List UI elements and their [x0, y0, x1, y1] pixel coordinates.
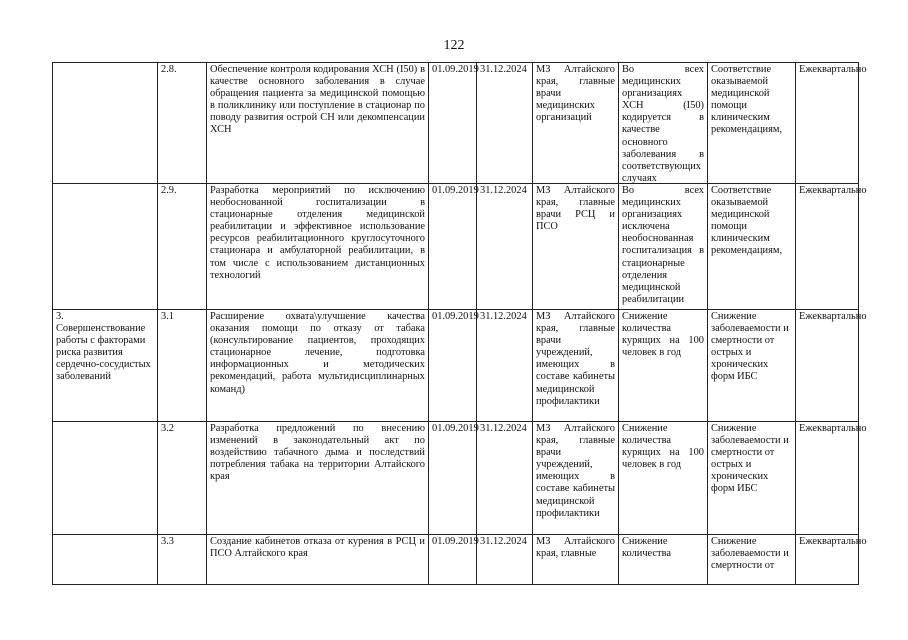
item-number-cell: 3.2: [158, 422, 207, 535]
measure-cell: Расширение охвата\улучшение качества оказания помощи по отказу от табака (консультирование пациентов, проходящих стационарное лечение, подготовка информационных и методических рекомендаций, работа мультидисциплинарных команд): [207, 310, 429, 422]
item-number-cell: 2.9.: [158, 184, 207, 310]
responsible-cell: МЗ Алтайского края, главные: [533, 535, 619, 585]
indicator-cell: Снижение заболеваемости и смертности от острых и хронических форм ИБС: [708, 310, 796, 422]
item-number-cell: 3.1: [158, 310, 207, 422]
end-date-cell: 31.12.2024: [477, 310, 533, 422]
responsible-cell: МЗ Алтайского края, главные врачи учреждений, имеющих в составе кабинеты медицинской профилактики: [533, 422, 619, 535]
start-date-cell: 01.09.2019: [429, 535, 477, 585]
table-row: [53, 310, 859, 422]
result-cell: Во всех медицинских организациях ХСН (I50) кодируется в качестве основного заболевания в соответствующих случаях: [619, 63, 708, 184]
result-cell: Снижение количества курящих на 100 человек в год: [619, 422, 708, 535]
indicator-cell: Соответствие оказываемой медицинской помощи клиническим рекомендациям,: [708, 184, 796, 310]
end-date-cell: 31.12.2024: [477, 63, 533, 184]
measure-cell: Создание кабинетов отказа от курения в РСЦ и ПСО Алтайского края: [207, 535, 429, 585]
measure-cell: Разработка мероприятий по исключению необоснованной госпитализации в стационарные отделения медицинской реабилитации и эффективное использование ресурсов реабилитационного круглосуточного стационара и амбулаторной реабилитации, в том числе с использованием дистанционных технологий: [207, 184, 429, 310]
table-row: [53, 184, 859, 310]
item-number-cell: 3.3: [158, 535, 207, 585]
table-row: [53, 63, 859, 184]
periodicity-cell: Ежеквартально: [796, 310, 859, 422]
measure-cell: Обеспечение контроля кодирования ХСН (I50) в качестве основного заболевания в случае обращения пациента за медицинской помощью в поликлинику или поступление в стационар по поводу развития острой СН или декомпенсации ХСН: [207, 63, 429, 184]
indicator-cell: Соответствие оказываемой медицинской помощи клиническим рекомендациям,: [708, 63, 796, 184]
start-date-cell: 01.09.2019: [429, 422, 477, 535]
table-row: [53, 422, 859, 535]
result-cell: Снижение количества: [619, 535, 708, 585]
end-date-cell: 31.12.2024: [477, 422, 533, 535]
result-cell: Снижение количества курящих на 100 человек в год: [619, 310, 708, 422]
table-row: [53, 535, 859, 585]
responsible-cell: МЗ Алтайского края, главные врачи РСЦ и ПСО: [533, 184, 619, 310]
start-date-cell: 01.09.2019: [429, 310, 477, 422]
section-cell: 3. Совершенствование работы с факторами риска развития сердечно-сосудистых заболеваний: [53, 310, 158, 422]
indicator-cell: Снижение заболеваемости и смертности от острых и хронических форм ИБС: [708, 422, 796, 535]
periodicity-cell: Ежеквартально: [796, 535, 859, 585]
measures-table: [52, 62, 867, 585]
result-cell: Во всех медицинских организациях исключена необоснованная госпитализация в стационарные отделения медицинской реабилитации: [619, 184, 708, 310]
measure-cell: Разработка предложений по внесению изменений в законодательный акт по воздействию табачного дыма и последствий потребления табака на территории Алтайского края: [207, 422, 429, 535]
section-cell: [53, 63, 158, 184]
periodicity-cell: Ежеквартально: [796, 184, 859, 310]
end-date-cell: 31.12.2024: [477, 535, 533, 585]
section-cell: [53, 422, 158, 535]
section-cell: [53, 184, 158, 310]
periodicity-cell: Ежеквартально: [796, 63, 859, 184]
responsible-cell: МЗ Алтайского края, главные врачи медицинских организаций: [533, 63, 619, 184]
responsible-cell: МЗ Алтайского края, главные врачи учреждений, имеющих в составе кабинеты медицинской профилактики: [533, 310, 619, 422]
section-cell: [53, 535, 158, 585]
end-date-cell: 31.12.2024: [477, 184, 533, 310]
indicator-cell: Снижение заболеваемости и смертности от: [708, 535, 796, 585]
periodicity-cell: Ежеквартально: [796, 422, 859, 535]
start-date-cell: 01.09.2019: [429, 184, 477, 310]
page-number: 122: [443, 38, 465, 53]
start-date-cell: 01.09.2019: [429, 63, 477, 184]
item-number-cell: 2.8.: [158, 63, 207, 184]
